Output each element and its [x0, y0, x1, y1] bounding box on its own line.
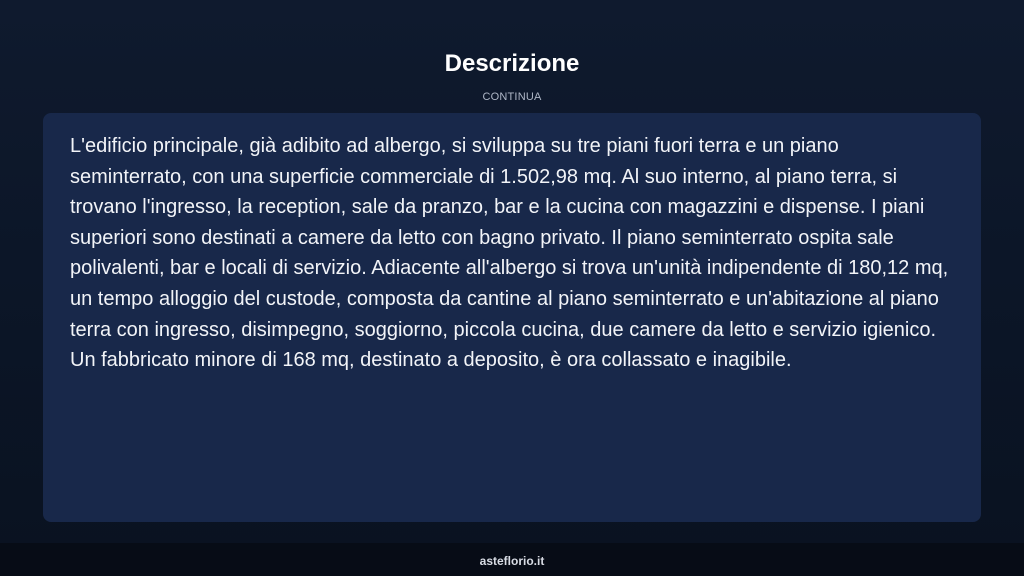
- continue-link[interactable]: CONTINUA: [482, 91, 542, 103]
- description-text: L'edificio principale, già adibito ad albergo, si sviluppa su tre piani fuori terra e un piano seminterrato, con una superficie commerciale di 1.502,98 mq. Al suo interno, al piano terra, si trovano l'ingresso, la reception, sale da pranzo, bar e la cucina con magazzini e dispense. I piani superiori sono destinati a camere da letto con bagno privato. Il piano seminterrato ospita sale polivalenti, bar e locali di servizio. Adiacente all'albergo si trova un'unità indipendente di 180,12 mq, un tempo alloggio del custode, composta da cantine al piano seminterrato e un'abitazione al piano terra con ingresso, disimpegno, soggiorno, piccola cucina, due camere da letto e servizio igienico. Un fabbricato minore di 168 mq, destinato a deposito, è ora collassato e inagibile.: [70, 135, 949, 372]
- footer-site-label: asteflorio.it: [479, 554, 545, 568]
- description-card: [43, 113, 981, 522]
- footer-bar: [0, 543, 1024, 576]
- page-title: Descrizione: [444, 50, 580, 77]
